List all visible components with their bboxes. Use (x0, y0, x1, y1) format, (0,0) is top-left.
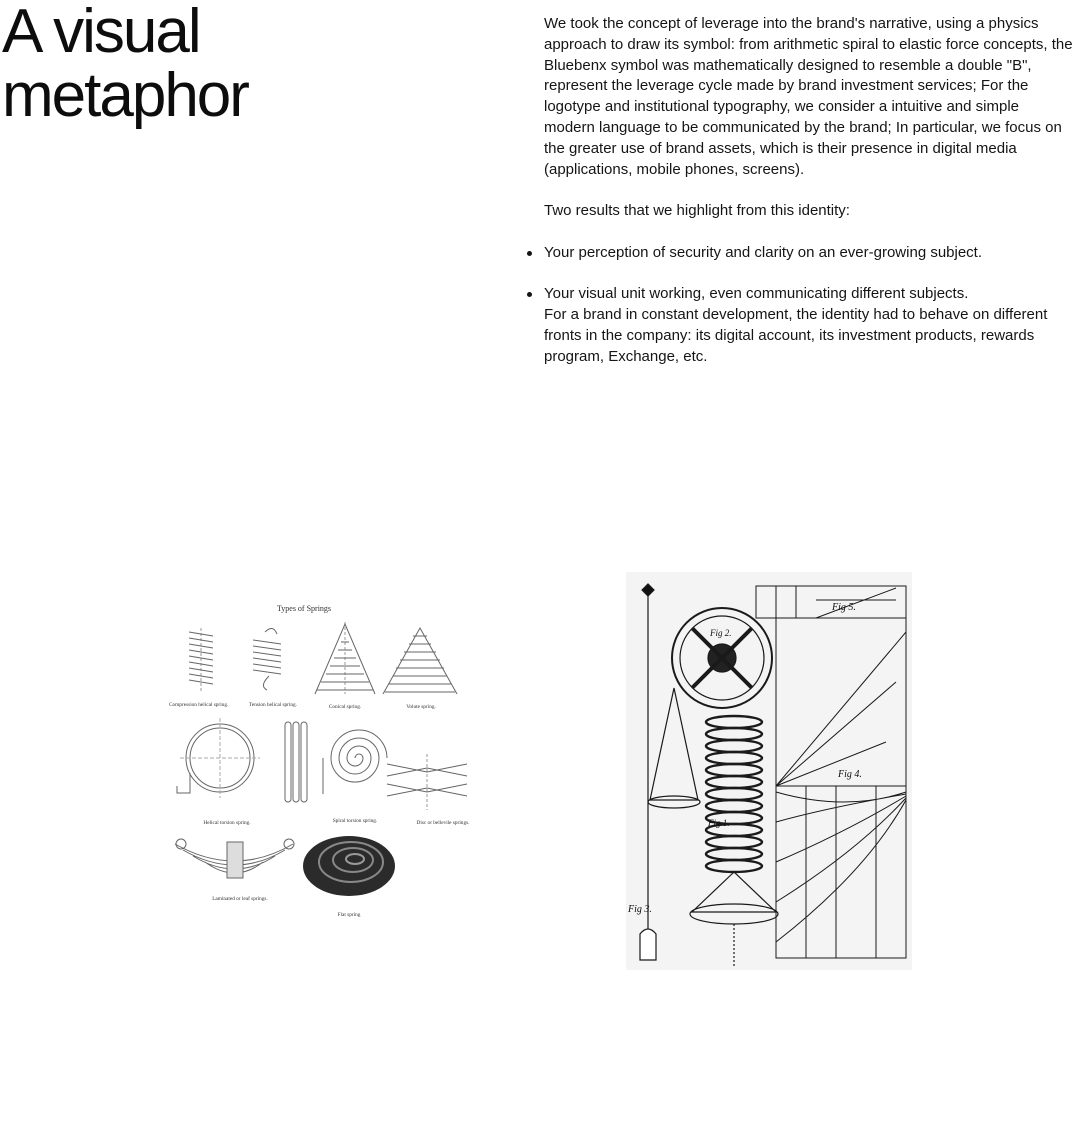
conical-spring-icon (315, 622, 375, 694)
caption-helical-torsion: Helical torsion spring. (203, 820, 251, 826)
label-fig1: Fig 1. (708, 818, 730, 828)
coil-spring-icon (706, 716, 762, 872)
list-item (544, 284, 1074, 367)
force-graph-icon (776, 618, 906, 958)
wheel-icon (672, 608, 772, 708)
page-title (2, 0, 422, 128)
title-line-1: A visual (2, 0, 200, 66)
caption-leaf: Laminated or leaf springs. (212, 896, 268, 902)
flat-spring-icon (303, 836, 395, 896)
caption-conical: Conical spring. (328, 704, 362, 710)
top-scale-icon (756, 586, 906, 618)
bullet-text: Your perception of security and clarity on an ever-growing subject. (544, 243, 983, 261)
springs-title: Types of Springs (276, 604, 332, 613)
label-fig5: Fig 5. (832, 602, 856, 613)
bottom-scale-pan-icon (690, 872, 778, 966)
springs-illustration (165, 598, 485, 928)
results-list (544, 243, 1074, 368)
title-line-2: metaphor (2, 61, 248, 130)
caption-spiral-torsion: Spiral torsion spring. (332, 818, 378, 824)
caption-compression: Compression helical spring. (169, 702, 229, 708)
label-fig3: Fig 3. (628, 904, 652, 915)
springs-diagram (165, 598, 485, 928)
caption-disc: Disc or bellevile springs. (416, 820, 470, 826)
intro-paragraph: We took the concept of leverage into the brand's narrative, using a physics approach to draw its symbol: from arithmetic spiral to elastic force concepts, the Bluebenx symbol was mathematically designed to resemble a double "B", represent the leverage cycle made by brand investment services; For the logotype and institutional typography, we consider a intuitive and simple modern language to be communicated by the brand; In particular, we focus on the greater use of brand assets, which is their presence in digital media (applications, mobile phones, screens). (544, 15, 1073, 178)
label-fig2: Fig 2. (710, 628, 732, 638)
caption-flat: Flat spring (337, 912, 361, 918)
helical-torsion-spring-icon (177, 718, 260, 798)
label-fig4: Fig 4. (838, 769, 862, 780)
caption-tension: Tension helical spring. (249, 702, 298, 708)
description-block (544, 14, 1074, 388)
volute-spring-icon (383, 628, 457, 694)
results-intro: Two results that we highlight from this identity: (544, 202, 850, 220)
bullet-extra: For a brand in constant development, the identity had to behave on different fronts in the company: its digital account, its investment products, rewards program, Exchange, etc. (544, 306, 1048, 365)
tension-spring-icon (253, 628, 281, 690)
spiral-torsion-spring-icon (323, 730, 387, 794)
list-item (544, 243, 1074, 264)
compression-spring-icon (189, 628, 213, 693)
leaf-spring-icon (175, 839, 294, 878)
spring-coil-stack-icon (285, 722, 307, 802)
caption-volute: Volute spring. (406, 704, 436, 710)
hooke-spring-engraving (626, 572, 912, 970)
bullet-text: Your visual unit working, even communicating different subjects. (544, 285, 969, 303)
disc-spring-icon (387, 754, 467, 810)
scale-pan-icon (648, 688, 700, 808)
hooke-diagram (626, 572, 912, 970)
